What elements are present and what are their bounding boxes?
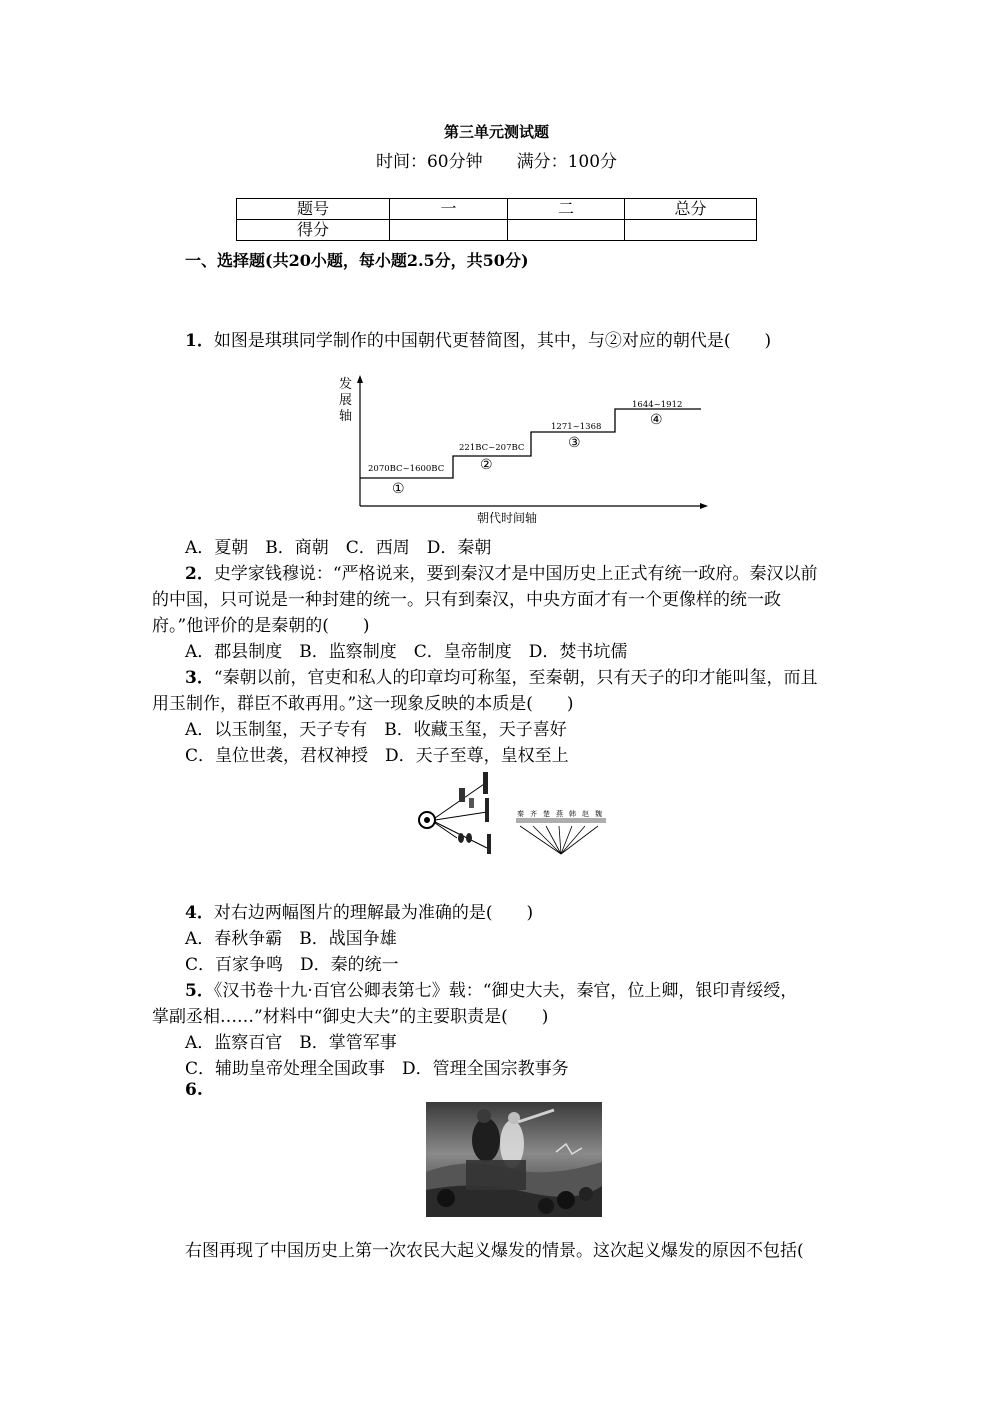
step-range-label: 221BC~207BC [459, 443, 525, 453]
x-axis-arrow-icon [700, 503, 708, 509]
military-figures-picture [419, 772, 491, 854]
state-label: 秦 [517, 810, 524, 818]
score-cell: 得分 [237, 220, 390, 241]
score-cell: 一 [390, 199, 508, 220]
exam-score: 满分：100分 [516, 152, 618, 172]
peasant-uprising-painting [426, 1102, 602, 1217]
step-range-label: 1644~1912 [632, 400, 683, 410]
score-table [236, 198, 757, 241]
score-table-score-row [237, 220, 757, 241]
state-label: 燕 [556, 810, 563, 818]
question-number: 1． [185, 331, 214, 351]
section-heading: 一、选择题(共20小题，每小题2.5分，共50分) [185, 251, 529, 270]
question-4 [185, 898, 533, 923]
question-number: 5． [185, 981, 214, 1001]
question-6-number: 6. [185, 1080, 203, 1100]
question-number: 4． [185, 903, 214, 923]
question-5-line-2: 掌副丞相……”材料中“御史大夫”的主要职责是( ) [152, 1007, 549, 1027]
question-2-line-3: 府。”他评价的是秦朝的( ) [152, 616, 370, 636]
question-5-options-2: C．辅助皇帝处理全国政事 D．管理全国宗教事务 [185, 1059, 569, 1079]
question-1 [185, 326, 771, 351]
state-label: 赵 [582, 810, 589, 818]
page-title: 第三单元测试题 [443, 123, 549, 141]
question-1-options: A．夏朝 B．商朝 C．西周 D．秦朝 [185, 538, 492, 558]
question-number: 2． [185, 564, 214, 584]
question-text: 对右边两幅图片的理解最为准确的是( ) [213, 903, 534, 923]
question-4-options-1: A．春秋争霸 B．战国争雄 [185, 929, 397, 949]
state-label: 韩 [569, 810, 576, 818]
state-label: 楚 [543, 810, 550, 818]
question-2-line-2: 的中国，只可说是一种封建的统一。只有到秦汉，中央方面才有一个更像样的统一政 [152, 590, 781, 610]
question-2-options: A．郡县制度 B．监察制度 C．皇帝制度 D．焚书坑儒 [185, 642, 628, 662]
y-axis-label-char: 轴 [339, 409, 353, 424]
question-text: 史学家钱穆说：“严格说来，要到秦汉才是中国历史上正式有统一政府。秦汉以前 [213, 564, 818, 584]
question-5-options-1: A．监察百官 B．掌管军事 [185, 1033, 397, 1053]
question-5 [185, 976, 797, 1001]
dynasty-step-chart [335, 372, 715, 532]
step-range-label: 2070BC~1600BC [368, 464, 445, 474]
exam-info [0, 147, 993, 172]
question-3-options-1: A．以玉制玺，天子专有 B．收藏玉玺，天子喜好 [185, 720, 567, 740]
step-mark: ① [392, 481, 405, 497]
score-cell [508, 220, 625, 241]
score-cell [625, 220, 757, 241]
y-axis-label-char: 展 [339, 393, 353, 408]
score-cell [390, 220, 508, 241]
score-table-header-row [237, 199, 757, 220]
question-3 [185, 663, 818, 688]
x-axis-label: 朝代时间轴 [477, 511, 538, 525]
warring-states-illustration [415, 768, 615, 858]
question-text: “秦朝以前，官吏和私人的印章均可称玺，至秦朝，只有天子的印才能叫玺，而且 [213, 668, 818, 688]
score-cell: 题号 [237, 199, 390, 220]
seven-states-diagram [516, 809, 606, 854]
step-mark: ④ [650, 412, 663, 428]
y-axis-label-char: 发 [339, 377, 353, 392]
question-6-text: 右图再现了中国历史上第一次农民大起义爆发的情景。这次起义爆发的原因不包括( [185, 1241, 804, 1261]
y-axis-arrow-icon [357, 375, 363, 383]
question-2 [185, 559, 818, 584]
question-3-options-2: C．皇位世袭，君权神授 D．天子至尊，皇权至上 [185, 746, 569, 766]
score-cell: 二 [508, 199, 625, 220]
state-label: 魏 [595, 810, 602, 818]
step-range-label: 1271~1368 [551, 422, 602, 432]
exam-time: 时间：60分钟 [375, 152, 483, 172]
score-cell: 总分 [625, 199, 757, 220]
question-4-options-2: C．百家争鸣 D．秦的统一 [185, 955, 399, 975]
state-label: 齐 [530, 810, 537, 818]
question-3-line-2: 用玉制作，群臣不敢再用。”这一现象反映的本质是( ) [152, 694, 574, 714]
step-mark: ③ [568, 435, 581, 451]
step-mark: ② [480, 457, 493, 473]
question-text: 如图是琪琪同学制作的中国朝代更替简图，其中，与②对应的朝代是( ) [213, 331, 772, 351]
question-number: 3． [185, 668, 214, 688]
question-text: 《汉书卷十九·百官公卿表第七》载：“御史大夫，秦官，位上卿，银印青绥绶， [213, 981, 798, 1001]
